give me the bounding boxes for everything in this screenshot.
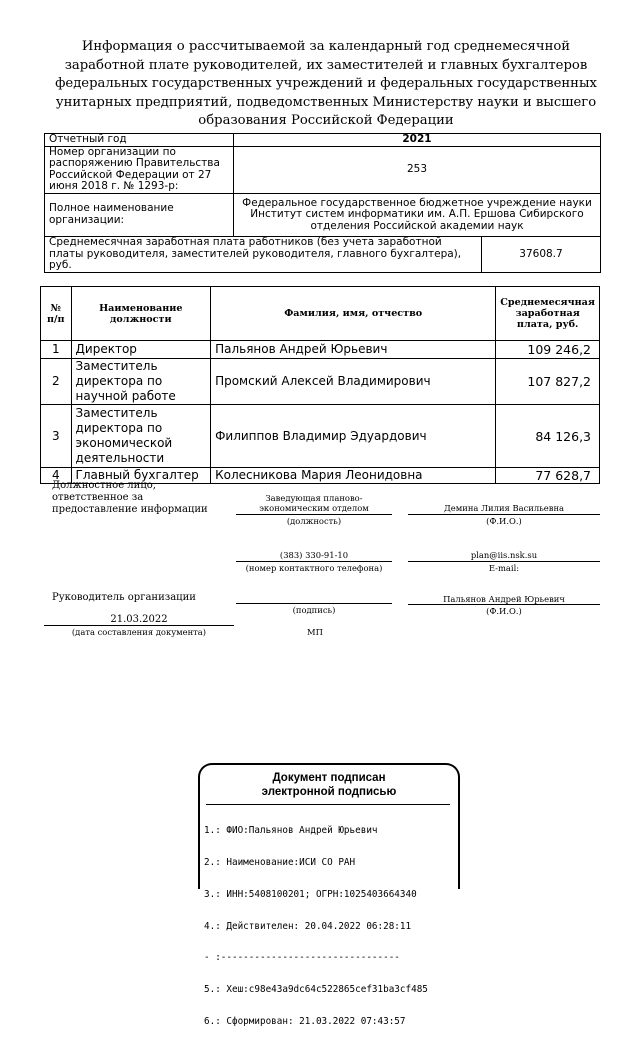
stamp-place-label: МП: [307, 627, 323, 637]
row-position: Директор: [71, 341, 211, 359]
row-salary: 84 126,3: [496, 405, 600, 468]
row-name: Пальянов Андрей Юрьевич: [211, 341, 496, 359]
row-num: 2: [41, 359, 72, 405]
table-row: [41, 405, 600, 468]
avg-salary-label: Среднемесячная заработная плата работников (без учета заработной платы руководителя, заместителей руководителя, главного бухгалтера), руб.: [45, 236, 482, 272]
document-date: 21.03.2022: [110, 614, 168, 625]
name-line: [408, 514, 600, 515]
org-number-value: 253: [234, 146, 601, 193]
stamp-line: 3.: ИНН:5408100201; ОГРН:1025403664340: [204, 888, 417, 900]
row-num: 4: [41, 468, 72, 484]
date-line: [44, 625, 234, 626]
header-position: Наименование должности: [71, 287, 211, 341]
stamp-line: 6.: Сформирован: 21.03.2022 07:43:57: [204, 1015, 406, 1027]
responsible-position: Заведующая планово-экономическим отделом: [259, 493, 369, 513]
stamp-title-line1: Документ подписан: [272, 772, 386, 784]
row-salary: 109 246,2: [496, 341, 600, 359]
row-position: Главный бухгалтер: [71, 468, 211, 484]
head-label: Руководитель организации: [52, 592, 196, 603]
fio-caption: (Ф.И.О.): [486, 516, 522, 526]
position-caption: (должность): [286, 516, 342, 526]
header-name: Фамилия, имя, отчество: [211, 287, 496, 341]
e-signature-stamp: [198, 763, 460, 1027]
row-name: Колесникова Мария Леонидовна: [211, 468, 496, 484]
responsible-label: Должностное лицо, ответственное за предоставление информации: [52, 480, 208, 515]
organization-info-table: [44, 133, 601, 273]
date-caption: (дата составления документа): [71, 627, 207, 637]
row-salary: 107 827,2: [496, 359, 600, 405]
responsible-name: Демина Лилия Васильевна: [443, 503, 565, 513]
signature-line: [236, 603, 392, 604]
full-name-value: Федеральное государственное бюджетное учреждение науки Институт систем информатики им. А.П. Ершова Сибирского отделения Российской академии наук: [234, 193, 601, 236]
stamp-title: [200, 771, 458, 799]
row-name: Промский Алексей Владимирович: [211, 359, 496, 405]
email-caption: E-mail:: [488, 563, 520, 573]
row-num: 1: [41, 341, 72, 359]
position-line: [236, 514, 392, 515]
org-number-label: Номер организации по распоряжению Правительства Российской Федерации от 27 июня 2018 г. № 1293-р:: [45, 146, 234, 193]
phone: (383) 330-91-10: [279, 550, 349, 560]
row-position: Заместитель директора по научной работе: [71, 359, 211, 405]
table-row: [41, 359, 600, 405]
stamp-lines: [204, 805, 428, 1049]
header-num: № п/п: [41, 287, 72, 341]
email: plan@iis.nsk.su: [470, 550, 538, 560]
head-name-line: [408, 604, 600, 605]
head-fio-caption: (Ф.И.О.): [486, 606, 522, 616]
head-name: Пальянов Андрей Юрьевич: [443, 594, 565, 604]
full-name-label: Полное наименование организации:: [45, 193, 234, 236]
stamp-line: 2.: Наименование:ИСИ СО РАН: [204, 856, 356, 868]
header-salary: Среднемесячная заработная плата, руб.: [496, 287, 600, 341]
document-title: Информация о рассчитываемой за календарный год среднемесячной заработной плате руководителей, их заместителей и главных бухгалтеров федеральных государственных учреждений и федеральных государственных унитарных предприятий, подведомственных Министерству науки и высшего образования Российской Федерации: [55, 39, 597, 128]
row-name: Филиппов Владимир Эдуардович: [211, 405, 496, 468]
email-line: [408, 561, 600, 562]
avg-salary-value: 37608.7: [482, 236, 601, 272]
year-label: Отчетный год: [45, 134, 234, 147]
phone-caption: (номер контактного телефона): [245, 563, 383, 573]
year-value: 2021: [234, 134, 601, 147]
signature-caption: (подпись): [292, 605, 336, 615]
table-row: [41, 341, 600, 359]
stamp-line: 1.: ФИО:Пальянов Андрей Юрьевич: [204, 825, 378, 837]
phone-line: [236, 561, 392, 562]
salary-table: [40, 286, 600, 484]
stamp-line: 4.: Действителен: 20.04.2022 06:28:11: [204, 920, 412, 932]
stamp-line: 5.: Хеш:c98e43a9dc64c522865cef31ba3cf485: [204, 984, 428, 996]
stamp-line: - :--------------------------------: [204, 952, 400, 964]
row-salary: 77 628,7: [496, 468, 600, 484]
row-num: 3: [41, 405, 72, 468]
stamp-title-line2: электронной подписью: [261, 786, 397, 798]
row-position: Заместитель директора по экономической деятельности: [71, 405, 211, 468]
